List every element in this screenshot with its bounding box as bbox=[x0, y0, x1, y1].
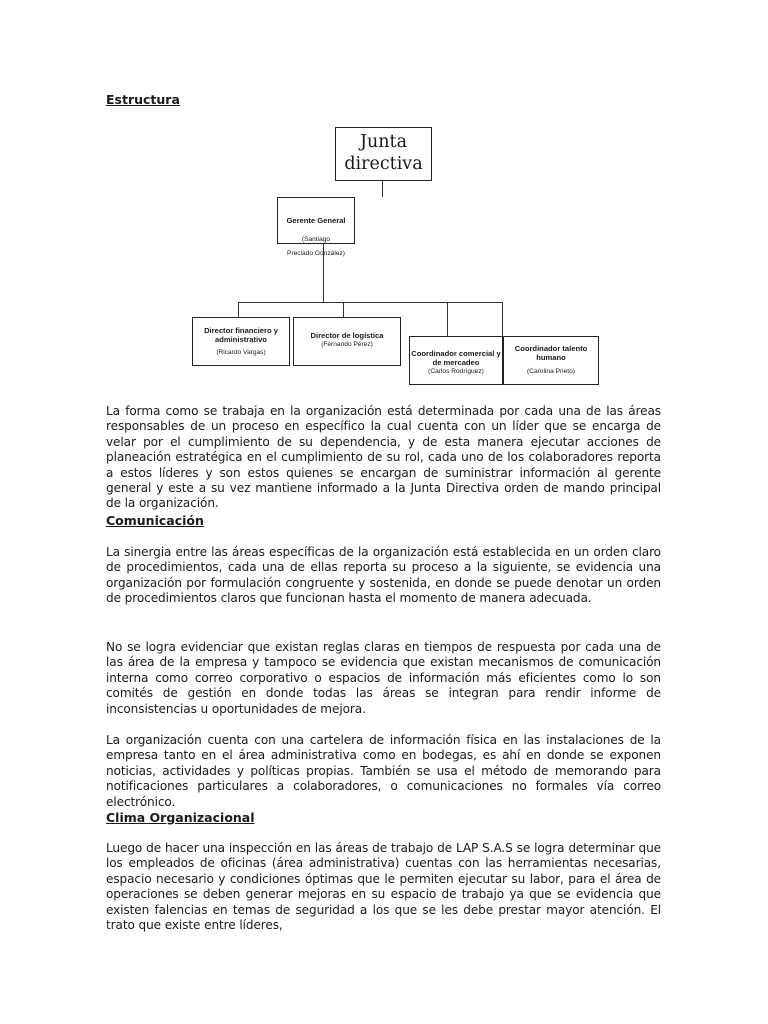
comercial-name: (Carlos Rodríguez) bbox=[428, 368, 484, 375]
heading-clima-organizacional: Clima Organizacional bbox=[106, 810, 255, 825]
logistica-name: (Fernando Pérez) bbox=[321, 341, 373, 348]
connector-horizontal bbox=[238, 302, 503, 303]
org-box-director-logistica bbox=[293, 317, 401, 366]
connector-talento bbox=[502, 302, 503, 336]
talento-title-line1: Coordinador talento bbox=[514, 344, 588, 353]
junta-line-2: directiva bbox=[344, 154, 423, 174]
paragraph-comunicacion-3: La organización cuenta con una cartelera de información física en las instalaciones de la empresa tanto en el área administrativa como en bodegas, es ahí en donde se exponen noticias, actividades y políticas propias. También se usa el método de memorando para notificaciones particulares a colaboradores, o comunicaciones no formales vía correo electrónico. bbox=[106, 733, 661, 809]
gerente-name-part2: Preciado González) bbox=[287, 250, 345, 257]
gerente-title: Gerente General bbox=[286, 216, 346, 225]
org-box-gerente-general bbox=[277, 197, 355, 257]
paragraph-estructura: La forma como se trabaja en la organización está determinada por cada una de las áreas responsables de un proceso en específico la cual cuenta con un líder que se encarga de velar por el cumplimiento de su dependencia, y de esta manera ejecutar acciones de planeación estratégica en el cumplimiento de su rol, cada uno de los colaboradores reporta a estos líderes y son estos quienes se encargan de suministrar información al gerente general y este a su vez mantiene informado a la Junta Directiva orden de mando principal de la organización. bbox=[106, 404, 661, 511]
connector-comercial bbox=[447, 302, 448, 336]
org-box-coordinador-talento bbox=[503, 336, 599, 385]
gerente-name-part1: (Santiago bbox=[301, 236, 331, 243]
comercial-title-line2: de mercadeo bbox=[432, 358, 480, 367]
heading-comunicacion: Comunicación bbox=[106, 513, 204, 528]
financiero-title-line2: administrativo bbox=[215, 335, 267, 344]
org-box-junta-directiva bbox=[335, 127, 432, 181]
talento-title-line2: humano bbox=[536, 353, 566, 362]
org-box-director-financiero bbox=[192, 317, 290, 366]
org-box-coordinador-comercial bbox=[409, 336, 503, 385]
talento-name: (Carolina Prieto) bbox=[526, 368, 575, 375]
connector-logistica bbox=[343, 302, 344, 317]
financiero-name: (Ricardo Vargas) bbox=[216, 349, 266, 356]
junta-line-1: Junta bbox=[359, 132, 408, 152]
financiero-title-line1: Director financiero y bbox=[204, 326, 278, 335]
paragraph-clima: Luego de hacer una inspección en las áreas de trabajo de LAP S.A.S se logra determinar que los empleados de oficinas (área administrativa) cuentas con las herramientas necesarias, espacio necesario y condiciones óptimas que le permiten ejecutar su labor, para el área de operaciones se deben generar mejoras en su espacio de trabajo ya que se evidencia que existen falencias en temas de seguridad a los que se les debe prestar mayor atención. El trato que existe entre líderes, bbox=[106, 841, 661, 933]
connector-financiero bbox=[238, 302, 239, 317]
paragraph-comunicacion-2: No se logra evidenciar que existan reglas claras en tiempos de respuesta por cada una de las área de la empresa y tampoco se evidencia que existan mecanismos de comunicación interna como correo corporativo o espacios de información más eficientes como lo son comités de gestión en donde todas las áreas se integran para rendir informe de inconsistencias u oportunidades de mejora. bbox=[106, 640, 661, 716]
heading-estructura: Estructura bbox=[106, 92, 180, 107]
connector-top bbox=[382, 181, 383, 197]
comercial-title-line1: Coordinador comercial y bbox=[411, 349, 501, 358]
logistica-title: Director de logística bbox=[310, 331, 384, 340]
org-chart bbox=[180, 118, 610, 390]
paragraph-comunicacion-1: La sinergia entre las áreas específicas de la organización está establecida en un orden claro de procedimientos, cada una de ellas reporta su proceso a la siguiente, se evidencia una organización por formulación congruente y sostenida, en donde se puede denotar un orden de procedimientos claros que funcionan hasta el momento de manera adecuada. bbox=[106, 545, 661, 606]
